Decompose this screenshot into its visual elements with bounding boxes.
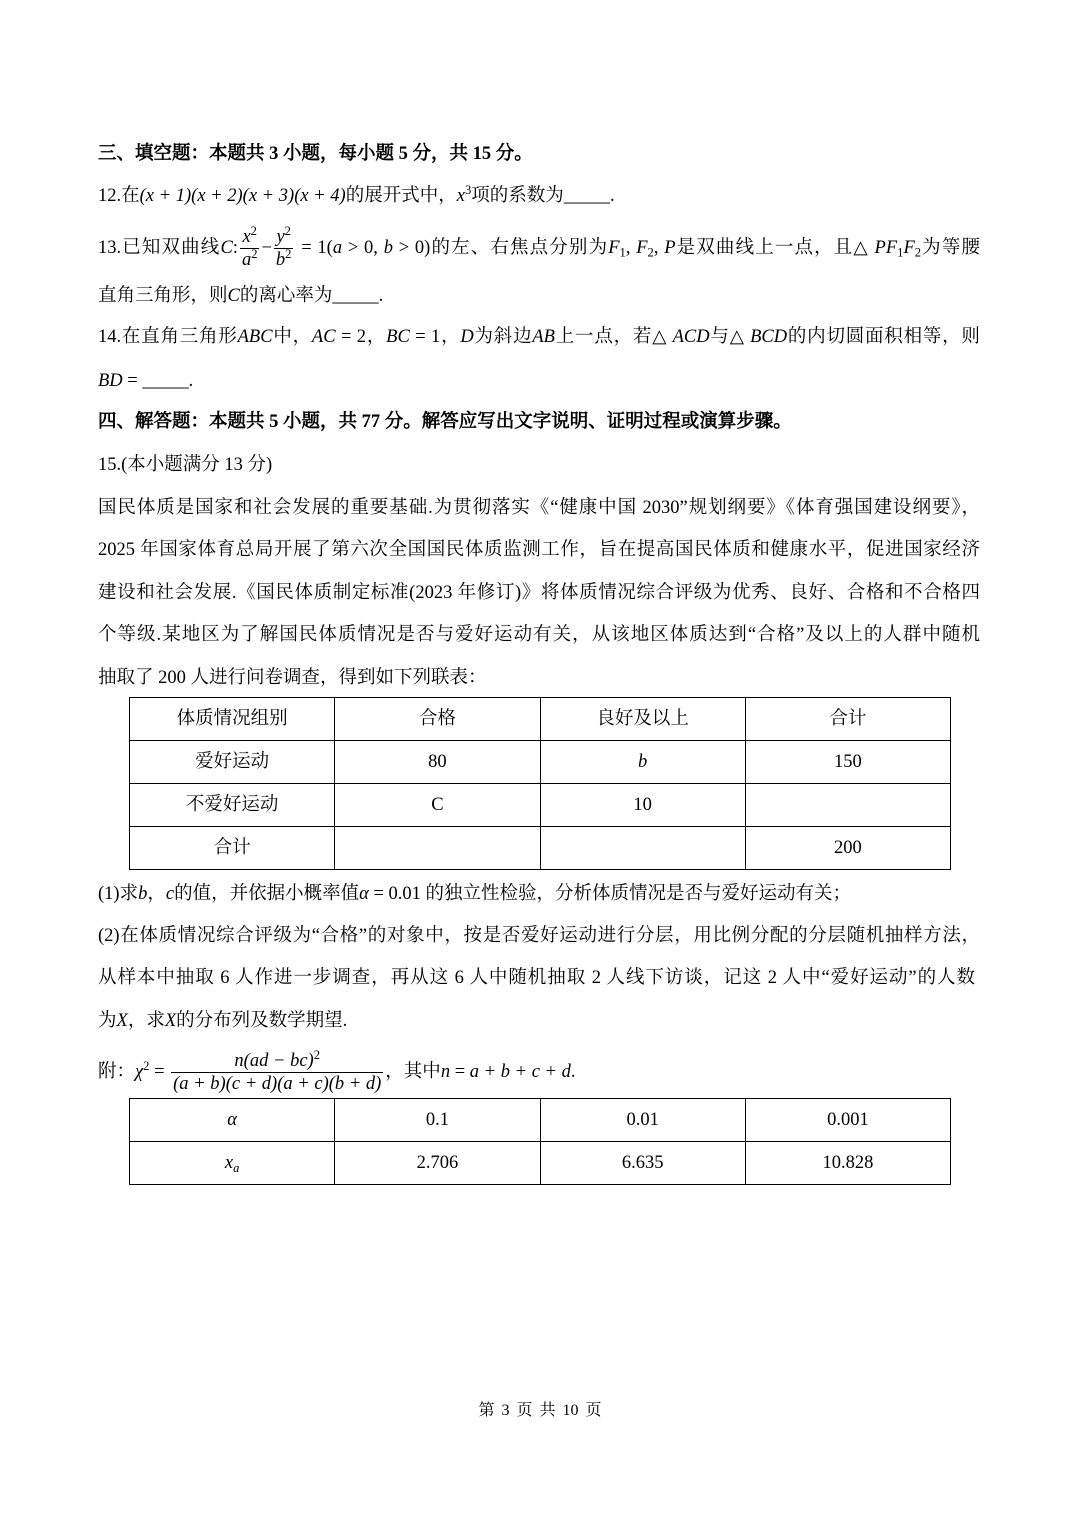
- text-run: .: [610, 186, 615, 206]
- math-run: b: [383, 237, 393, 258]
- text-run: 的值，并依据小概率值: [174, 884, 360, 904]
- math-run: (x + 1)(x + 2)(x + 3)(x + 4): [139, 186, 346, 206]
- subscript: a: [233, 1160, 240, 1175]
- question-13-line-1: [98, 226, 980, 271]
- text-run: 15.(本小题满分 13 分): [98, 455, 273, 475]
- table-cell: 0.1: [335, 1099, 540, 1142]
- superscript: 2: [250, 224, 257, 239]
- question-15-part-2-line-1: [98, 921, 980, 951]
- table-cell: C: [335, 784, 540, 827]
- subscript: 1: [619, 245, 626, 260]
- text-run: 从样本中抽取 6 人作进一步调查，再从这 6 人中随机抽取 2 人线下访谈，记这 2 人中“爱好运动”的人数: [98, 968, 975, 988]
- table-cell: b: [540, 741, 745, 784]
- text-run: 为: [98, 1011, 117, 1031]
- math-run: b: [138, 884, 148, 904]
- question-12: [98, 181, 615, 211]
- table-header-row: [130, 698, 951, 741]
- math-run: F: [636, 237, 648, 258]
- math-run: x: [456, 186, 465, 206]
- table-cell: 0.01: [540, 1099, 745, 1142]
- math-symbol-run: △: [853, 237, 875, 258]
- table-row: [130, 741, 951, 784]
- text-run: ，其中: [385, 1061, 441, 1082]
- math-symbol-run: △: [652, 327, 673, 347]
- table-cell: 80: [335, 741, 540, 784]
- math-run: b: [275, 250, 286, 270]
- text-run: 国民体质是国家和社会发展的重要基础.为贯彻落实《“健康中国 2030”规划纲要》《体育强国建设纲要》，: [98, 498, 980, 518]
- text-run: 14.在直角三角形: [98, 327, 238, 347]
- fraction: [171, 1050, 383, 1095]
- text-run: 中，: [272, 327, 312, 347]
- text-run: (2)在体质情况综合评级为“合格”的对象中，按是否爱好运动进行分层，用比例分配的分层随机抽样方法，: [98, 926, 980, 946]
- table-cell: 0.001: [745, 1099, 950, 1142]
- question-15-paragraph-line-5: [98, 663, 487, 693]
- text-run: 的左、右焦点分别为: [430, 237, 609, 258]
- math-symbol-run: > 0,: [342, 237, 384, 258]
- table-cell: 合计: [130, 827, 335, 870]
- table-cell: 150: [745, 741, 950, 784]
- math-run: BC: [386, 327, 410, 347]
- text-run: 是双曲线上一点，且: [675, 237, 854, 258]
- text-run: 13.已知双曲线: [98, 237, 221, 258]
- math-run: PF: [874, 237, 898, 258]
- math-run: x: [224, 1153, 234, 1173]
- text-run: 个等级.某地区为了解国民体质情况是否与爱好运动有关，从该地区体质达到“合格”及以上的人群中随机: [98, 625, 980, 645]
- table-cell: 10.828: [745, 1142, 950, 1185]
- superscript: 2: [143, 1058, 150, 1073]
- text-run: 建设和社会发展.《国民体质制定标准(2023 年修订)》将体质情况综合评级为优秀、良好、合格和不合格四: [98, 583, 980, 603]
- text-run: ，: [440, 327, 461, 347]
- math-run: ABC: [237, 327, 273, 347]
- math-symbol-run: .: [570, 1061, 576, 1082]
- text-run: 为等腰: [921, 237, 980, 258]
- math-symbol-run: = 1(: [295, 237, 333, 258]
- text-run: 12.在: [98, 186, 140, 206]
- table-header-cell: 体质情况组别: [130, 698, 335, 741]
- math-run: a: [332, 237, 343, 258]
- math-symbol-run: =: [149, 1061, 170, 1082]
- table-cell: [540, 827, 745, 870]
- text-run: 的展开式中，: [345, 186, 457, 206]
- question-15-paragraph-line-2: [98, 535, 980, 565]
- table-cell: [335, 827, 540, 870]
- fraction: [240, 226, 260, 271]
- text-run: ，: [366, 327, 387, 347]
- text-run: 与: [709, 327, 730, 347]
- math-symbol-run: :: [232, 237, 238, 258]
- fraction-denominator: [274, 248, 294, 271]
- math-run: C: [220, 237, 233, 258]
- math-run: n: [440, 1061, 451, 1082]
- subscript: 2: [914, 245, 922, 260]
- text-run: 直角三角形，则: [98, 286, 228, 306]
- math-run: χ: [135, 1061, 144, 1082]
- math-symbol-run: =: [122, 371, 143, 391]
- text-run: 四、解答题：本题共 5 小题，共 77 分。解答应写出文字说明、证明过程或演算步骤。: [98, 412, 792, 432]
- math-run: F: [903, 237, 915, 258]
- contingency-table: [129, 697, 951, 870]
- fraction-denominator: [240, 248, 260, 271]
- subscript: 1: [897, 245, 904, 260]
- question-14-line-2: [98, 366, 193, 396]
- text-run: (1)求: [98, 884, 139, 904]
- text-run: .: [188, 371, 194, 391]
- answer-blank: _____: [332, 286, 379, 306]
- superscript: 2: [285, 247, 292, 262]
- math-run: α: [359, 884, 369, 904]
- superscript: 2: [251, 247, 258, 262]
- answer-blank: _____: [563, 186, 611, 206]
- fraction-numerator: [232, 1050, 322, 1072]
- table-row: [130, 1142, 951, 1185]
- page-footer: 第 3 页 共 10 页: [478, 1402, 602, 1419]
- question-15-paragraph-line-3: [98, 578, 980, 608]
- question-13-line-2: [98, 281, 383, 311]
- table-cell: 爱好运动: [130, 741, 335, 784]
- table-row-label: [130, 1142, 335, 1185]
- text-run: 抽取了 200 人进行问卷调查，得到如下列联表：: [98, 668, 487, 688]
- table-row: [130, 784, 951, 827]
- table-cell: 200: [745, 827, 950, 870]
- text-run: ，: [147, 884, 166, 904]
- math-run: y: [276, 227, 285, 247]
- table-cell: [745, 784, 950, 827]
- table-header-cell: 合格: [335, 698, 540, 741]
- section-4-heading: [98, 407, 792, 437]
- math-symbol-run: △: [729, 327, 751, 347]
- superscript: 2: [313, 1048, 320, 1063]
- question-15-part-2-line-3: [98, 1006, 347, 1036]
- math-run: (a + b)(c + d)(a + c)(b + d): [173, 1074, 382, 1094]
- table-cell: 6.635: [540, 1142, 745, 1185]
- math-symbol-run: −: [261, 237, 272, 258]
- math-symbol-run: ,: [653, 237, 665, 258]
- math-run: a + b + c + d: [469, 1061, 571, 1082]
- fraction-denominator: [171, 1072, 383, 1095]
- math-run: AC: [311, 327, 336, 347]
- question-14-line-1: [98, 322, 980, 352]
- table-row-label: α: [130, 1099, 335, 1142]
- text-run: 2025 年国家体育总局开展了第六次全国国民体质监测工作，旨在提高国民体质和健康水平，促进国家经济: [98, 540, 980, 560]
- table-header-cell: 良好及以上: [540, 698, 745, 741]
- text-run: 的分布列及数学期望.: [176, 1011, 348, 1031]
- math-run: AB: [532, 327, 555, 347]
- math-symbol-run: > 0): [392, 237, 431, 258]
- question-15-paragraph-line-1: [98, 493, 980, 523]
- text-run: 附：: [98, 1061, 136, 1082]
- math-run: P: [664, 237, 676, 258]
- table-row: [130, 827, 951, 870]
- subscript: 2: [647, 245, 654, 260]
- question-15-title: [98, 450, 272, 480]
- text-run: 上一点，若: [554, 327, 653, 347]
- text-run: ，求: [127, 1011, 165, 1031]
- math-symbol-run: =: [450, 1061, 470, 1082]
- fraction-numerator: [274, 226, 293, 248]
- text-run: 的离心率为: [239, 286, 333, 306]
- answer-blank: _____: [142, 371, 189, 391]
- superscript: 3: [464, 183, 472, 198]
- math-run: c: [165, 884, 175, 904]
- math-run: ACD: [672, 327, 710, 347]
- math-run: BD: [98, 371, 123, 391]
- superscript: 2: [284, 224, 291, 239]
- section-3-heading: [98, 139, 533, 169]
- math-symbol-run: = 0.01: [368, 884, 421, 904]
- math-run: x: [242, 227, 251, 247]
- fraction: [274, 226, 294, 271]
- question-15-part-1: [98, 879, 851, 909]
- table-header-cell: 合计: [745, 698, 950, 741]
- text-run: 的独立性检验，分析体质情况是否与爱好运动有关；: [420, 884, 851, 904]
- appendix-formula: [98, 1050, 576, 1095]
- table-cell: 10: [540, 784, 745, 827]
- text-run: 项的系数为: [471, 186, 564, 206]
- math-run: BCD: [750, 327, 788, 347]
- text-run: 三、填空题：本题共 3 小题，每小题 5 分，共 15 分。: [98, 144, 533, 164]
- math-run: n(ad − bc): [234, 1051, 314, 1071]
- math-symbol-run: = 1: [409, 327, 441, 347]
- math-run: D: [460, 327, 474, 347]
- math-symbol-run: ,: [625, 237, 637, 258]
- table-cell: 不爱好运动: [130, 784, 335, 827]
- math-run: F: [608, 237, 620, 258]
- table-cell: 2.706: [335, 1142, 540, 1185]
- math-run: X: [116, 1011, 128, 1031]
- math-run: a: [241, 250, 252, 270]
- text-run: 为斜边: [473, 327, 533, 347]
- math-symbol-run: = 2: [335, 327, 367, 347]
- math-run: C: [227, 286, 240, 306]
- fraction-numerator: [240, 226, 259, 248]
- text-run: .: [378, 286, 384, 306]
- critical-value-table: [129, 1098, 951, 1185]
- question-15-part-2-line-2: [98, 963, 975, 993]
- math-run: X: [164, 1011, 177, 1031]
- table-row: [130, 1099, 951, 1142]
- question-15-paragraph-line-4: [98, 620, 980, 650]
- text-run: 的内切圆面积相等，则: [787, 327, 980, 347]
